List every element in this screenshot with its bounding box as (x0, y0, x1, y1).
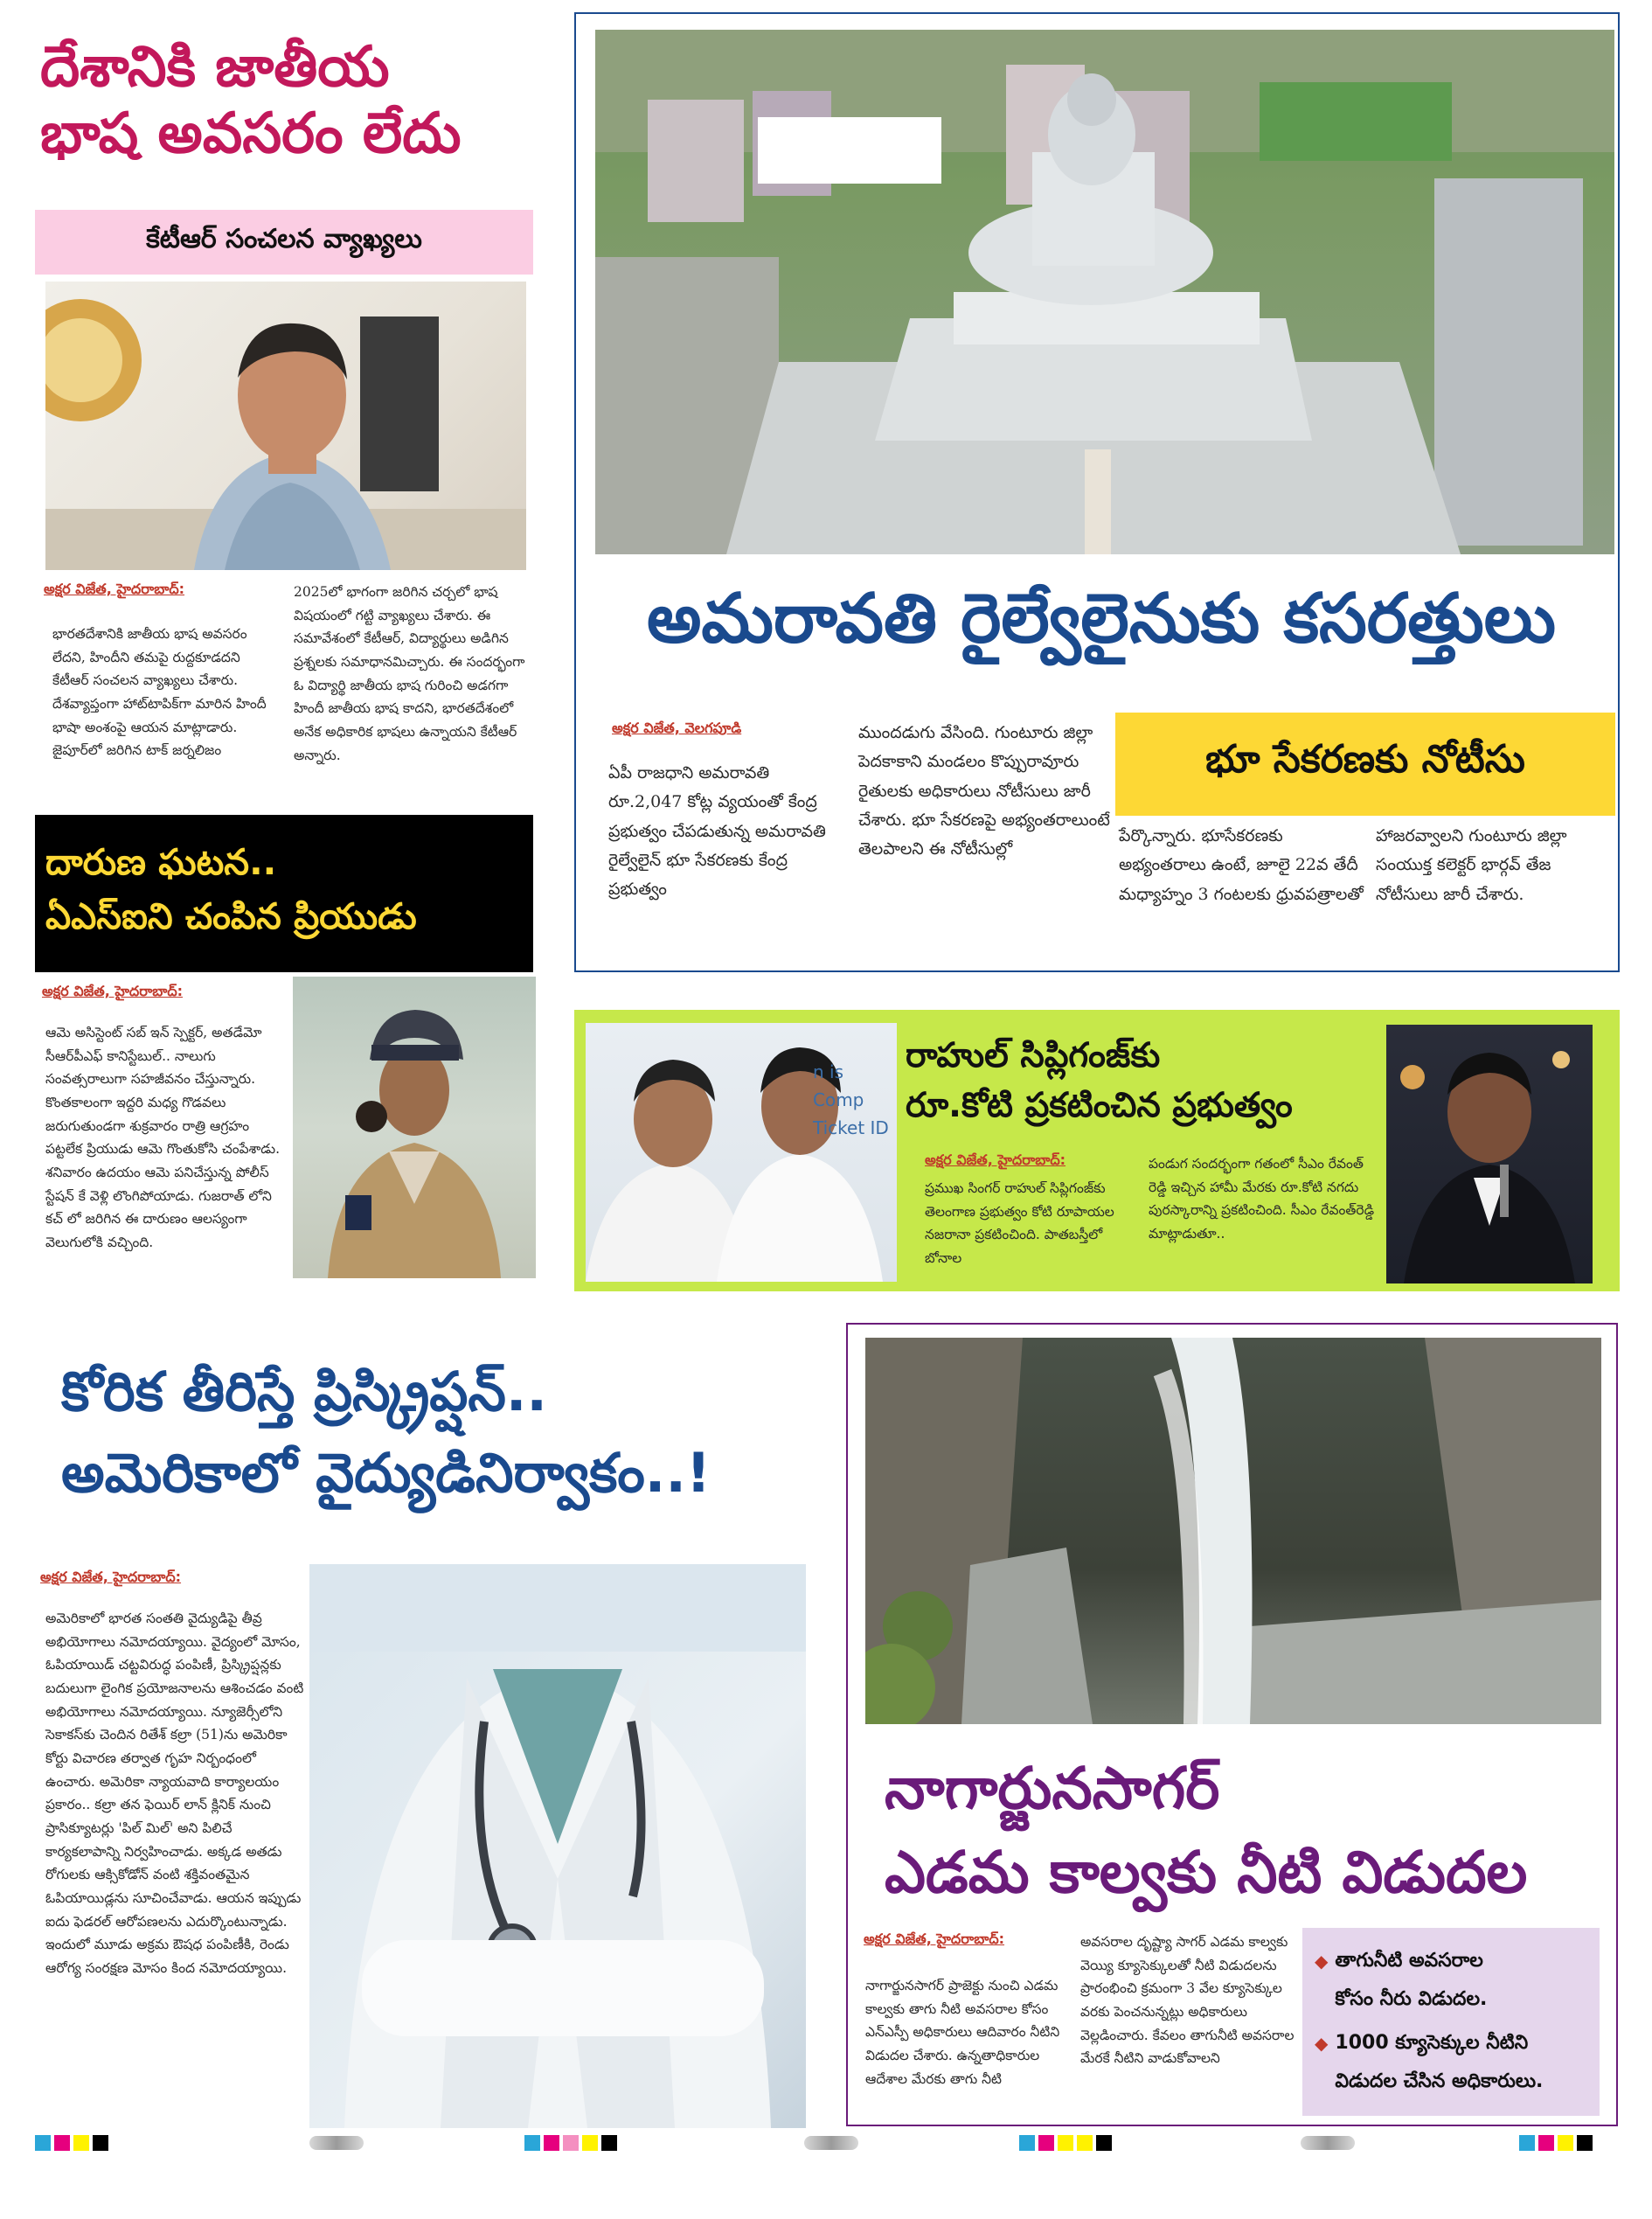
asi-photo (293, 977, 536, 1278)
rahul-body-col2: పండుగ సందర్భంగా గతంలో సీఎం రేవంత్ రెడ్డి ఇచ్చిన హామీ మేరకు రూ.కోటి నగదు పురస్కారాన్ని ప్రకటించింది. సీఎం రేవంత్‌రెడ్డి మాట్లాడుతూ.. (1149, 1156, 1375, 1242)
amaravati-body-col1: ఏపీ రాజధాని అమరావతి రూ.2,047 కోట్ల వ్యయంతో కేంద్ర ప్రభుత్వం చేపడుతున్న అమరావతి రైల్వేలైన్ భూ సేకరణకు కేంద్ర ప్రభుత్వం (608, 763, 826, 899)
registration-pill-3 (1301, 2136, 1355, 2150)
amaravati-body-col2: ముందడుగు వేసింది. గుంటూరు జిల్లా పెదకాకాని మండలం కొప్పురావూరు రైతులకు అధికారులు నోటీసులు జారీ చేశారు. భూ సేకరణపై అభ్యంతరాలుంటే తెలపాలని ఈ నోటీసుల్లో (858, 723, 1110, 859)
asi-headline-box (35, 815, 533, 972)
nagarjuna-body-col2: అవసరాల దృష్ట్యా సాగర్ ఎడమ కాల్వకు వెయ్యి క్యూసెక్కులతో నీటి విడుదలను ప్రారంభించి క్రమంగా 3 వేల క్యూసెక్కుల వరకు పెంచనున్నట్లు అధికారులు వెల్లడించారు. కేవలం తాగునీటి అవసరాల మేరకే నీటిని వాడుకోవాలని (1080, 1934, 1295, 2067)
nagarjuna-photo (865, 1338, 1601, 1724)
ktr-body-col1: భారతదేశానికి జాతీయ భాష అవసరం లేదని, హిందీని తమపై రుద్దకూడదని కేటీఆర్ సంచలన వ్యాఖ్యలు చేశారు. దేశవ్యాప్తంగా హాట్‌టాపిక్‌గా మారిన హిందీ భాషా అంశంపై ఆయన మాట్లాడారు. జైపూర్‌లో జరిగిన టాక్ జర్నలిజం (52, 626, 267, 759)
registration-marks-3 (1019, 2135, 1115, 2151)
registration-pill-2 (804, 2136, 858, 2150)
nagarjuna-dateline: అక్షర విజేత, హైదరాబాద్: (864, 1930, 1005, 1947)
amaravati-notice-title: భూ సేకరణకు నోటీసు (1205, 737, 1525, 782)
ktr-photo (45, 282, 526, 570)
nagarjuna-highlight-2 (1315, 2024, 1593, 2101)
amaravati-notice-box (1115, 713, 1615, 816)
ktr-headline: దేశానికి జాతీయ భాష అవసరం లేదు (40, 35, 462, 166)
amaravati-body-col3: పేర్కొన్నారు. భూసేకరణకు అభ్యంతరాలు ఉంటే, జూలై 22వ తేదీ మధ్యాహ్నం 3 గంటలకు ధ్రువపత్రాలతో (1119, 826, 1364, 904)
rahul-photo-right (1386, 1025, 1593, 1283)
nagarjuna-highlight-1 (1315, 1942, 1593, 2019)
registration-marks-2 (524, 2135, 621, 2151)
bullet-diamond-icon: ◆ (1315, 2033, 1329, 2054)
nagarjuna-highlight-2-text: 1000 క్యూసెక్కుల నీటిని విడుదల చేసిన అధికారులు. (1335, 2032, 1544, 2092)
asi-body: ఆమె అసిస్టెంట్ సబ్ ఇన్ స్పెక్టర్, అతడేమో సీఆర్‌పీఎఫ్ కానిస్టేబుల్.. నాలుగు సంవత్సరాలుగా సహజీవనం చేస్తున్నారు. కొంతకాలంగా ఇద్దరి మధ్య గొడవలు జరుగుతుండగా శుక్రవారం రాత్రి ఆగ్రహం పట్టలేక ప్రియుడు ఆమె గొంతుకోసి చంపేశాడు. శనివారం ఉదయం ఆమె పనిచేస్తున్న పోలీస్ స్టేషన్ కే వెళ్లి లొంగిపోయాడు. గుజరాత్ లోని కచ్ లో జరిగిన ఈ దారుణం ఆలస్యంగా వెలుగులోకి వచ్చింది. (45, 1025, 281, 1250)
nagarjuna-body-col1: నాగార్జునసాగర్ ప్రాజెక్టు నుంచి ఎడమ కాల్వకు తాగు నీటి అవసరాల కోసం ఎన్ఎస్పీ అధికారులు ఆదివారం నీటిని విడుదల చేశారు. ఉన్నతాధికారుల ఆదేశాల మేరకు తాగు నీటి (865, 1978, 1060, 2087)
registration-pill-1 (309, 2136, 364, 2150)
nagarjuna-highlights-box (1302, 1928, 1600, 2116)
ktr-subhead-box (35, 210, 533, 275)
asi-headline: దారుణ ఘటన.. ఏఎస్ఐని చంపిన ప్రియుడు (45, 841, 417, 937)
doctor-body: అమెరికాలో భారత సంతతి వైద్యుడిపై తీవ్ర అభియోగాలు నమోదయ్యాయి. వైద్యంలో మోసం, ఓపియాయిడ్ చట్టవిరుద్ధ పంపిణీ, ప్రిస్క్రిప్షన్లకు బదులుగా లైంగిక ప్రయోజనాలను ఆశించడం వంటి అభియోగాలు నమోదయ్యాయి. న్యూజెర్సీలోని సెకాకస్‌కు చెందిన రితేశ్ కల్రా (51)ను అమెరికా కోర్టు విచారణ తర్వాత గృహ నిర్బంధంలో ఉంచారు. అమెరికా న్యాయవాది కార్యాలయం ప్రకారం.. కల్రా తన ఫెయిర్ లాన్ క్లినిక్ నుంచి ప్రాసిక్యూటర్లు 'పిల్ మిల్' అని పిలిచే కార్యకలాపాన్ని నిర్వహించాడు. అక్కడ అతడు రోగులకు ఆక్సికోడోన్ వంటి శక్తివంతమైన ఓపియాయిడ్లను సూచించేవాడు. ఆయన ఇప్పుడు ఐదు ఫెడరల్ ఆరోపణలను ఎదుర్కొంటున్నాడు. ఇందులో మూడు అక్రమ ఔషధ పంపిణీకి, రెండు ఆరోగ్య సంరక్షణ మోసం కింద నమోదయ్యాయి. (45, 1610, 304, 1976)
rahul-photo-left (586, 1023, 897, 1282)
ktr-body-col2: 2025లో భాగంగా జరిగిన చర్చలో భాష విషయంలో గట్టి వ్యాఖ్యలు చేశారు. ఈ సమావేశంలో కేటీఆర్, విద్యార్థులు అడిగిన ప్రశ్నలకు సమాధానమిచ్చారు. ఈ సందర్భంగా ఓ విద్యార్థి జాతీయ భాష గురించి అడగగా హిందీ జాతీయ భాష కాదని, భారతదేశంలో అనేక అధికారిక భాషలు ఉన్నాయని కేటీఆర్ అన్నారు. (294, 584, 525, 763)
ktr-subhead: కేటీఆర్ సంచలన వ్యాఖ్యలు (146, 224, 422, 254)
doctor-dateline: అక్షర విజేత, హైదరాబాద్: (40, 1569, 182, 1585)
amaravati-dateline: అక్షర విజేత, వెలగపూడి (612, 720, 742, 736)
nagarjuna-headline: నాగార్జునసాగర్ ఎడమ కాల్వకు నీటి విడుదల (885, 1755, 1528, 1906)
rahul-body-col1: ప్రముఖ సింగర్ రాహుల్ సిప్లిగంజ్‌కు తెలంగాణ ప్రభుత్వం కోటి రూపాయల నజరానా ప్రకటించింది. పాతబస్తీలో బోనాల (925, 1180, 1114, 1266)
doctor-photo (309, 1564, 806, 2128)
rahul-headline: రాహుల్ సిప్లిగంజ్‌కు రూ.కోటి ప్రకటించిన ప్రభుత్వం (906, 1036, 1293, 1125)
rahul-banner-text: n is Comp Ticket ID (813, 1061, 889, 1138)
ktr-dateline: అక్షర విజేత, హైదరాబాద్: (44, 581, 185, 597)
amaravati-photo (595, 30, 1614, 554)
amaravati-headline: అమరావతి రైల్వేలైనుకు కసరత్తులు (646, 580, 1557, 658)
nagarjuna-highlight-1-text: తాగునీటి అవసరాల కోసం నీరు విడుదల. (1335, 1950, 1488, 2010)
bullet-diamond-icon: ◆ (1315, 1951, 1329, 1972)
amaravati-body-col4: హాజరవ్వాలని గుంటూరు జిల్లా సంయుక్త కలెక్టర్ భార్గవ్ తేజ నోటీసులు జారీ చేశారు. (1376, 826, 1567, 904)
asi-dateline: అక్షర విజేత, హైదరాబాద్: (42, 983, 184, 999)
registration-marks-4 (1519, 2135, 1596, 2151)
doctor-headline: కోరిక తీరిస్తే ప్రిస్క్రిప్షన్.. అమెరికాలో వైద్యుడినిర్వాకం..! (61, 1360, 711, 1505)
registration-marks-1 (35, 2135, 112, 2151)
rahul-dateline: అక్షర విజేత, హైదరాబాద్: (925, 1151, 1066, 1168)
